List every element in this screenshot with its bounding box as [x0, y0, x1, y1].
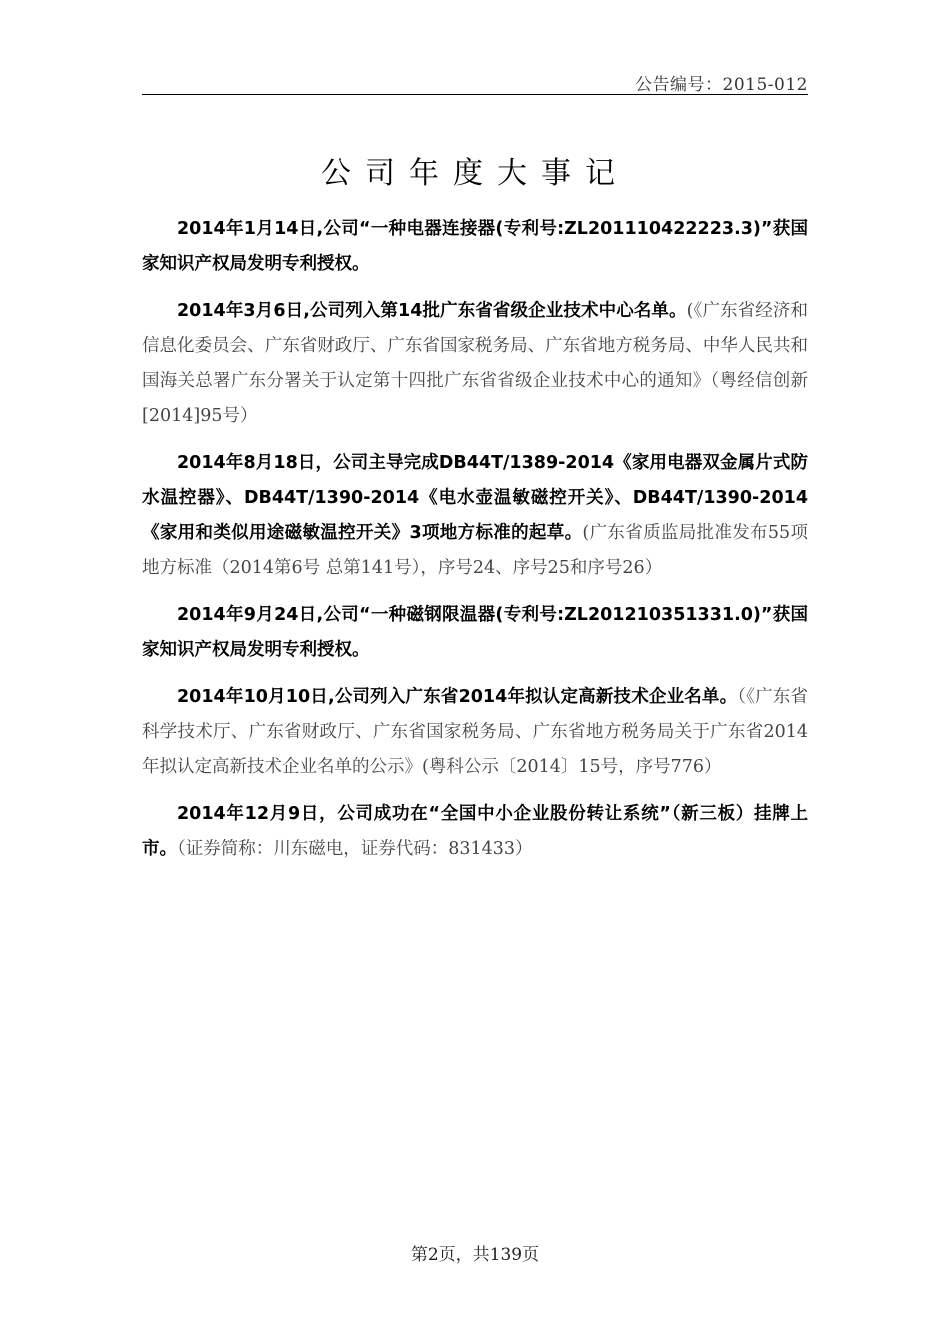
event-item	[142, 446, 808, 586]
event-note: （证券简称：川东磁电，证券代码：831433）	[177, 839, 533, 859]
header-divider	[142, 94, 808, 95]
event-item	[142, 212, 808, 282]
event-lead: 2014年9月24日,公司“一种磁钢限温器(专利号:ZL201210351331.0)”获国家知识产权局发明专利授权。	[142, 605, 808, 660]
event-note: （《广东省科学技术厅、广东省财政厅、广东省国家税务局、广东省地方税务局关于广东省2014年拟认定高新技术企业名单的公示》(粤科公示〔2014〕15号，序号776）	[142, 687, 809, 777]
event-lead: 2014年12月9日，公司成功在“全国中小企业股份转让系统”（新三板）挂牌上市。	[142, 804, 808, 859]
event-item	[142, 294, 808, 434]
event-list	[142, 212, 808, 879]
event-lead: 2014年8月18日，公司主导完成DB44T/1389-2014《家用电器双金属片式防水温控器》、DB44T/1390-2014《电水壶温敏磁控开关》、DB44T/1390-2014《家用和类似用途磁敏温控开关》3项地方标准的起草。	[142, 453, 808, 543]
page-title: 公司年度大事记	[321, 156, 629, 192]
event-note: (广东省质监局批准发布55项地方标准（2014第6号 总第141号），序号24、序号25和序号26）	[142, 523, 808, 578]
page-number: 第2页，共139页	[410, 1245, 540, 1265]
event-item	[142, 680, 808, 785]
event-lead: 2014年3月6日,公司列入第14批广东省省级企业技术中心名单。	[177, 301, 687, 321]
event-lead: 2014年10月10日,公司列入广东省2014年拟认定高新技术企业名单。	[177, 687, 738, 707]
event-item	[142, 797, 808, 867]
announcement-number: 公告编号：2015-012	[635, 75, 808, 95]
event-item	[142, 598, 808, 668]
event-note: (《广东省经济和信息化委员会、广东省财政厅、广东省国家税务局、广东省地方税务局、中华人民共和国海关总署广东分署关于认定第十四批广东省省级企业技术中心的通知》（粤经信创新[2014]95号）	[142, 301, 809, 426]
event-lead: 2014年1月14日,公司“一种电器连接器(专利号:ZL201110422223.3)”获国家知识产权局发明专利授权。	[142, 219, 808, 274]
